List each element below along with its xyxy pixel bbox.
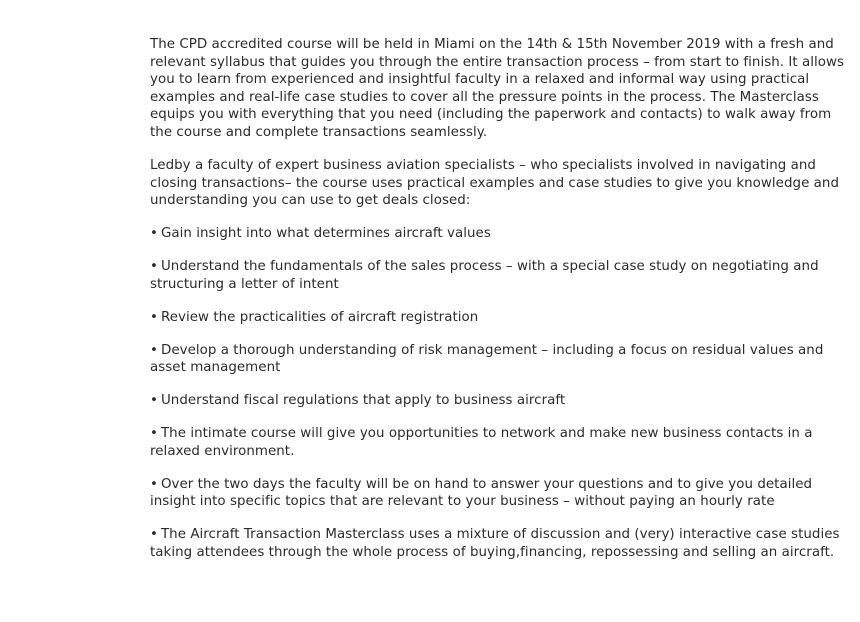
- bullet-glyph: •: [150, 393, 158, 409]
- list-item: [150, 476, 850, 511]
- list-item: [150, 392, 850, 410]
- list-item-text: Over the two days the faculty will be on hand to answer your questions and to give you detailed insight into specific topics that are relevant to your business – without paying an hourly rate: [150, 476, 813, 510]
- list-item-text: The intimate course will give you opportunities to network and make new business contacts in a relaxed environment.: [150, 426, 813, 459]
- list-item-text: Understand fiscal regulations that apply to business aircraft: [160, 393, 566, 409]
- list-item: [150, 225, 850, 243]
- bullet-glyph: •: [150, 527, 158, 543]
- bullet-glyph: •: [150, 226, 158, 242]
- list-item-text: Understand the fundamentals of the sales process – with a special case study on negotiating and structuring a letter of intent: [150, 259, 819, 292]
- article-body: [150, 36, 850, 577]
- bullet-glyph: •: [150, 342, 158, 358]
- list-item-text: The Aircraft Transaction Masterclass uses a mixture of discussion and (very) interactive case studies taking attendees through the whole process of buying,financing, repossessing and selling an aircraft.: [150, 527, 840, 560]
- intro-paragraph-2: Ledby a faculty of expert business aviation specialists – who specialists involved in navigating and closing transactions– the course uses practical examples and case studies to give you knowledge and understanding you can use to get deals closed:: [150, 157, 840, 209]
- benefits-list: [150, 225, 850, 561]
- list-item: [150, 425, 850, 460]
- list-item: [150, 258, 850, 293]
- list-item-text: Gain insight into what determines aircraft values: [160, 226, 491, 242]
- list-item-text: Develop a thorough understanding of risk management – including a focus on residual values and asset management: [150, 342, 824, 376]
- list-item: [150, 342, 850, 377]
- bullet-glyph: •: [150, 259, 158, 275]
- intro-paragraph-1: The CPD accredited course will be held in Miami on the 14th & 15th November 2019 with a fresh and relevant syllabus that guides you through the entire transaction process – from start to finish. It allows you to learn from experienced and insightful faculty in a relaxed and informal way using practical examples and real-life case studies to cover all the pressure points in the process. The Masterclass equips you with everything that you need (including the paperwork and contacts) to walk away from the course and complete transactions seamlessly.: [150, 37, 845, 140]
- list-item-text: Review the practicalities of aircraft registration: [160, 309, 479, 325]
- list-item: [150, 526, 850, 561]
- bullet-glyph: •: [150, 426, 158, 442]
- bullet-glyph: •: [150, 309, 158, 325]
- bullet-glyph: •: [150, 476, 158, 492]
- list-item: [150, 309, 850, 327]
